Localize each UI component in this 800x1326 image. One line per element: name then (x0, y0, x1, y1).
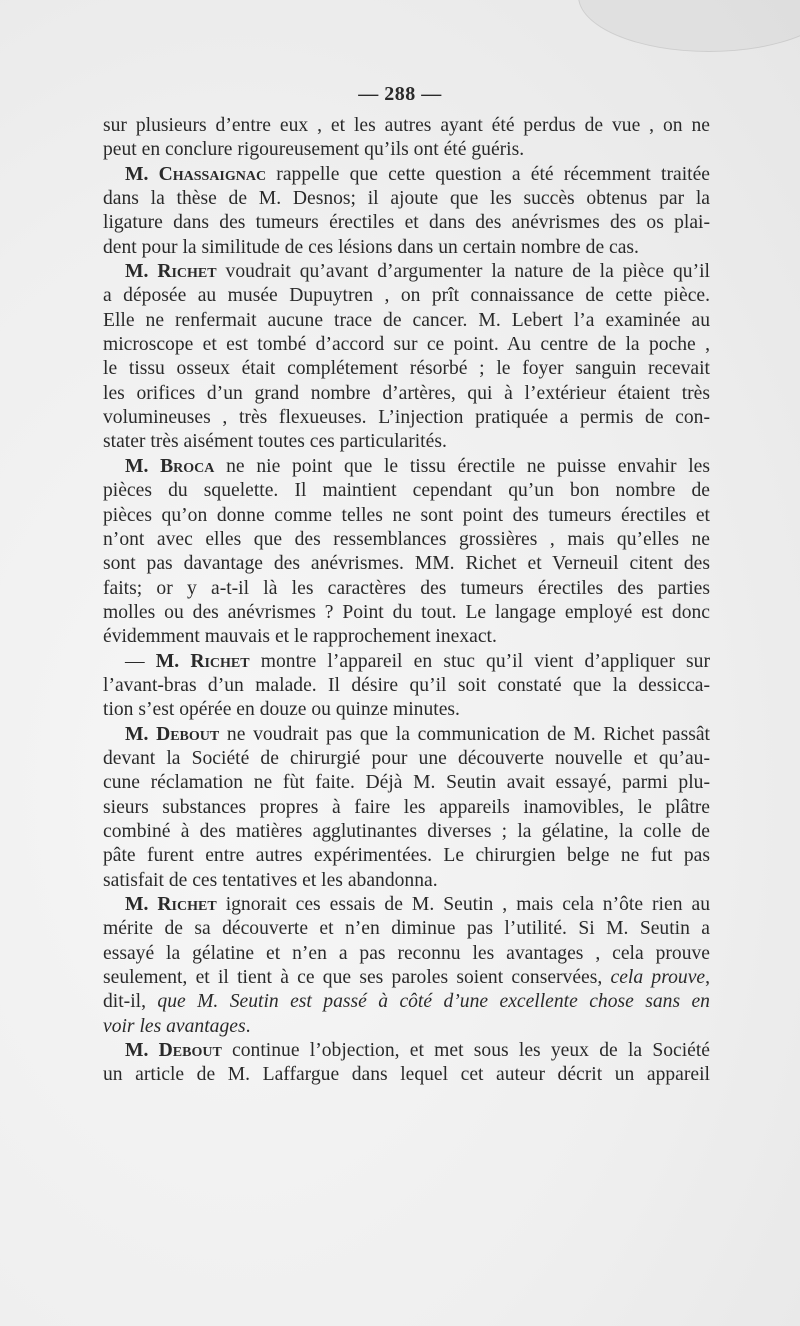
line-text: dans la thèse de M. Desnos; il ajoute que les succès obtenus par la (103, 188, 710, 210)
text-line (103, 382, 710, 406)
text-line (103, 504, 710, 528)
line-text: l’avant-bras d’un malade. Il désire qu’il soit constaté que la dessicca- (103, 674, 710, 696)
text-line (103, 942, 710, 966)
line-text: n’ont avec elles que des ressemblances grossières , mais qu’elles ne (103, 528, 710, 550)
text-line (103, 796, 710, 820)
body-text (103, 114, 710, 1088)
line-text: volumineuses , très flexueuses. L’injection pratiquée a permis de con- (103, 407, 710, 429)
line-text: tion s’est opérée en douze ou quinze minutes. (103, 699, 460, 721)
text-line (103, 455, 710, 479)
line-text: rappelle que cette question a été récemment traitée (266, 163, 710, 185)
speaker-name: M. Richet (125, 261, 217, 283)
line-text: dent pour la similitude de ces lésions dans un certain nombre de cas. (103, 236, 639, 258)
dash-prefix: — (125, 650, 156, 672)
text-line (103, 187, 710, 211)
text-line (103, 236, 710, 260)
line-text: pâte furent entre autres expérimentées. Le chirurgien belge ne fut pas (103, 845, 710, 867)
italic-quote: que M. Seutin est passé à côté d’une excellente chose sans en (157, 991, 710, 1013)
line-text: seulement, et il tient à ce que ses paroles soient conservées, (103, 967, 611, 989)
line-text: molles ou des anévrismes ? Point du tout. Le langage employé est donc (103, 601, 710, 623)
line-text: essayé la gélatine et n’en a pas reconnu les avantages , cela prouve (103, 942, 710, 964)
text-line (103, 650, 710, 674)
text-line (103, 844, 710, 868)
line-text: ne nie point que le tissu érectile ne puisse envahir les (214, 455, 710, 477)
line-text: voudrait qu’avant d’argumenter la nature de la pièce qu’il (216, 261, 711, 283)
text-line (103, 552, 710, 576)
text-line (103, 893, 710, 917)
text-line (103, 674, 710, 698)
line-text: ligature dans des tumeurs érectiles et dans des anévrismes des os plai- (103, 212, 710, 234)
line-text: ignorait ces essais de M. Seutin , mais cela n’ôte rien au (216, 894, 710, 915)
text-line (103, 723, 710, 747)
speaker-name: M. Richet (155, 650, 250, 672)
text-line (103, 114, 710, 138)
text-line (103, 309, 710, 333)
text-line (103, 528, 710, 552)
line-text: pièces qu’on donne comme telles ne sont point des tumeurs érectiles et (103, 504, 710, 526)
text-line (103, 333, 710, 357)
text-line (103, 163, 710, 187)
text-line (103, 430, 710, 454)
line-text: ne voudrait pas que la communication de M. Richet passât (219, 723, 710, 745)
line-text: satisfait de ces tentatives et les abandonna. (103, 869, 438, 891)
text-line (103, 284, 710, 308)
italic-quote: voir les avantages (103, 1015, 246, 1037)
line-text: évidemment mauvais et le rapprochement inexact. (103, 626, 497, 648)
line-text: peut en conclure rigoureusement qu’ils ont été guéris. (103, 139, 525, 161)
line-text: combiné à des matières agglutinantes diverses ; la gélatine, la colle de (103, 820, 710, 842)
text-line (103, 577, 710, 601)
speaker-name: M. Debout (125, 723, 220, 745)
line-text: dit-il, (103, 991, 158, 1013)
text-line (103, 357, 710, 381)
line-text: continue l’objection, et met sous les yeux de la Société (221, 1040, 710, 1062)
text-line (103, 406, 710, 430)
line-text: a déposée au musée Dupuytren , on prît connaissance de cette pièce. (103, 285, 710, 307)
text-line (103, 771, 710, 795)
line-text: Elle ne renfermait aucune trace de cancer. M. Lebert l’a examinée au (103, 309, 710, 331)
line-text: mérite de sa découverte et n’en diminue pas l’utilité. Si M. Seutin a (103, 918, 710, 940)
punctuation: . (245, 1015, 251, 1037)
line-text: sont pas davantage des anévrismes. MM. Richet et Verneuil citent des (103, 553, 710, 575)
text-line (103, 601, 710, 625)
line-text: un article de M. Laffargue dans lequel cet auteur décrit un appareil (103, 1064, 710, 1086)
page-number: — 288 — (358, 83, 442, 105)
speaker-name: M. Broca (125, 455, 215, 477)
text-line (103, 869, 710, 893)
text-line (103, 698, 710, 722)
italic-quote: cela prouve (610, 967, 706, 989)
text-line (103, 260, 710, 284)
text-line (103, 138, 710, 162)
paper-stain (578, 0, 800, 52)
text-line (103, 990, 710, 1014)
text-line (103, 1063, 710, 1087)
text-line (103, 479, 710, 503)
speaker-name: M. Chassaignac (125, 163, 267, 185)
speaker-name: M. Richet (125, 894, 217, 915)
line-text: faits; or y a-t-il là les caractères des tumeurs érectiles des parties (103, 577, 710, 599)
line-text: cune réclamation ne fùt faite. Déjà M. Seutin avait essayé, parmi plu- (103, 772, 710, 794)
line-text: les orifices d’un grand nombre d’artères, qui à l’extérieur étaient très (103, 382, 710, 404)
text-line (103, 211, 710, 235)
text-line (103, 1039, 710, 1063)
line-text: sur plusieurs d’entre eux , et les autres ayant été perdus de vue , on ne (103, 115, 710, 136)
text-line (103, 1015, 710, 1039)
line-text: le tissu osseux était complétement résorbé ; le foyer sanguin recevait (103, 358, 710, 380)
line-text: microscope et est tombé d’accord sur ce point. Au centre de la poche , (103, 334, 710, 356)
line-text: pièces du squelette. Il maintient cependant qu’un bon nombre de (103, 480, 710, 502)
line-text: devant la Société de chirurgié pour une découverte nouvelle et qu’au- (103, 747, 710, 769)
speaker-name: M. Debout (125, 1040, 222, 1062)
line-text: stater très aisément toutes ces particularités. (103, 431, 447, 453)
text-line (103, 747, 710, 771)
text-line (103, 917, 710, 941)
text-line (103, 966, 710, 990)
text-line (103, 820, 710, 844)
line-text: montre l’appareil en stuc qu’il vient d’appliquer sur (249, 650, 710, 672)
text-line (103, 625, 710, 649)
line-text: sieurs substances propres à faire les appareils inamovibles, le plâtre (103, 796, 710, 818)
punctuation: , (705, 967, 710, 989)
